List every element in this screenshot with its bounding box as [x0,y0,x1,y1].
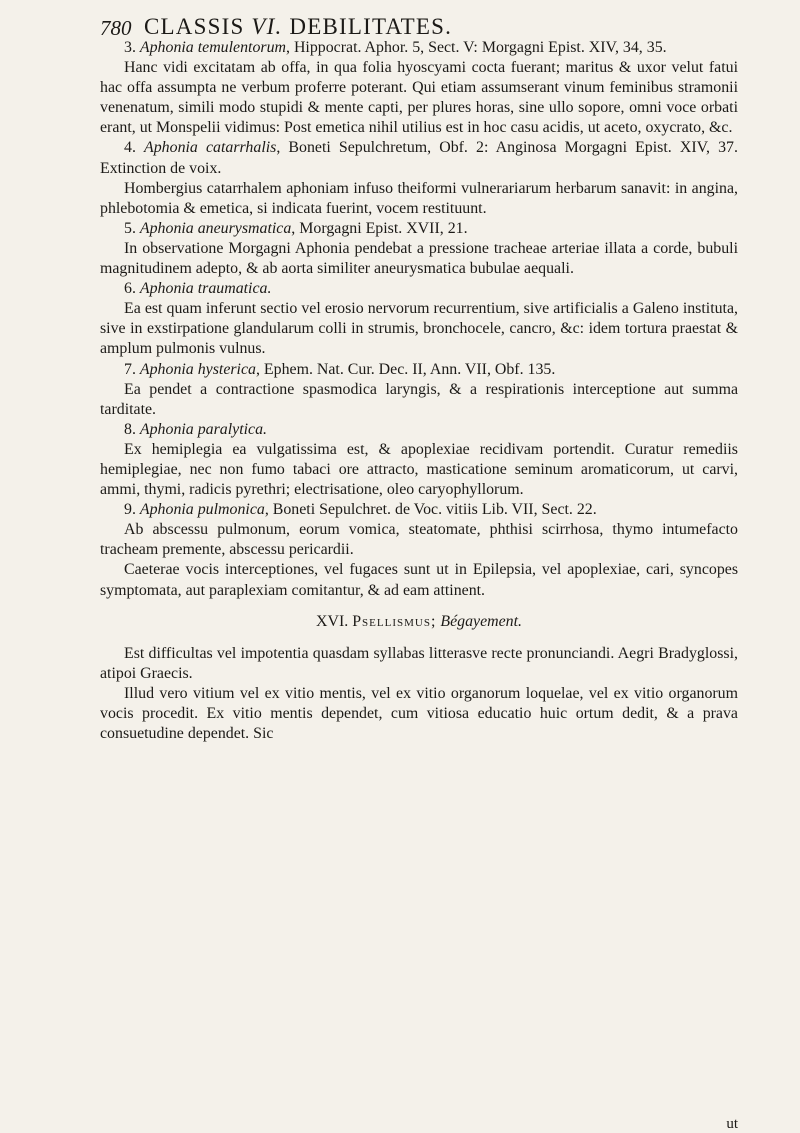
item-5-heading: 5. Aphonia aneurysmatica, Morgagni Epist. XVII, 21. [124,219,468,237]
catchword: ut [726,1116,738,1132]
item-8-text: Ex hemiplegia ea vulgatissima est, & apoplexiae recidivam portendit. Curatur remediis hemiplegiae, nec non fumo tabaci ore attracto, masticatione seminum aromaticorum, ut carvi, ammi, thymi, radicis pyrethri; electrisatione, oleo caryophyllorum. [100,440,738,499]
running-title [144,14,452,40]
item-3-heading: 3. Aphonia temulentorum, Hippocrat. Aphor. 5, Sect. V: Morgagni Epist. XIV, 34, 35. [124,39,667,56]
item-4-text: Hombergius catarrhalem aphoniam infuso theiformi vulnerariarum herbarum sanavit: in angina, phlebotomia & emetica, si indicata fuerint, vocem restituunt. [100,179,738,217]
item-9-name: Aphonia pulmonica [139,501,265,519]
item-3-text: Hanc vidi excitatam ab offa, in qua folia hyoscyami cocta fuerant; maritus & uxor velut fatui hac offa assumpta ne verbum proferre poterant. Qui etiam assumserant vinum feminibus stramonii venenatum, simili modo stupidi & mente capti, per plures horas, sine ullo sopore, omni voce orbati erant, ut Monspelii vidimus: Post emetica nihil utilius est in hoc casu acidis, ut aceto, oxycrato, &c. [100,59,738,137]
item-4-heading: 4. Aphonia catarrhalis, Boneti Sepulchretum, Obf. 2: Anginosa Morgagni Epist. XIV, 37. Extinction de voix. [100,139,738,177]
item-6-heading: 6. Aphonia traumatica. [124,280,272,298]
item-7-heading: 7. Aphonia hysterica, Ephem. Nat. Cur. Dec. II, Ann. VII, Obf. 135. [124,360,556,378]
title-roman: VI. [251,14,283,39]
section-numeral: XVI. [316,612,349,630]
item-8-name: Aphonia paralytica. [139,420,268,438]
section-heading [100,612,738,632]
item-6-text: Ea est quam inferunt sectio vel erosio nervorum recurrentium, sive artificialis a Galeno instituta, sive in exstirpatione glandularum colli in strumis, bronchocele, cancro, &c: idem tortura praestat & amplum pulmonis vulnus. [100,300,738,358]
item-7-text: Ea pendet a contractione spasmodica laryngis, & a respirationis interceptione aut summa tarditate. [100,380,738,418]
page-body [100,38,738,744]
item-3-name: Aphonia temulentorum [139,39,286,56]
item-9-text: Ab abscessu pulmonum, eorum vomica, steatomate, phthisi scirrhosa, thymo intumefacto tracheam premente, abscessu pericardii. [100,521,738,559]
section-french: Bégayement. [440,612,522,630]
page-number: 780 [100,16,132,40]
item-4-name: Aphonia catarrhalis [144,139,277,157]
item-5-text: In observatione Morgagni Aphonia pendebat a pressione tracheae arteriae illata a corde, bubuli magnitudinem adepto, & ab aorta similiter aneurysmatica bubulae aequali. [100,239,738,278]
section-name: Psellismus; [352,612,437,630]
item-7-name: Aphonia hysterica [139,360,256,378]
item-9-heading: 9. Aphonia pulmonica, Boneti Sepulchret. de Voc. vitiis Lib. VII, Sect. 22. [124,501,597,519]
item-8-heading: 8. Aphonia paralytica. [124,420,268,438]
section-paragraph-1: Est difficultas vel impotentia quasdam syllabas litterasve recte pronunciandi. Aegri Bradyglossi, atipoi Graecis. [100,644,738,682]
item-5-name: Aphonia aneurysmatica [139,219,292,237]
item-6-name: Aphonia traumatica. [139,280,272,298]
title-suffix: DEBILITATES. [289,14,453,39]
closing-paragraph: Caeterae vocis interceptiones, vel fugaces sunt ut in Epilepsia, vel apoplexiae, cari, syncopes symptomata, aut paraplexiam comitantur, & ad eam attinent. [100,561,738,599]
title-prefix: CLASSIS [144,14,245,39]
section-paragraph-2: Illud vero vitium vel ex vitio mentis, vel ex vitio organorum loquelae, vel ex vitio organorum vocis procedit. Ex vitio mentis dependet, cum vitiosa educatio huic ortum dedit, & a prava consuetudine dependet. Sic [100,684,738,743]
